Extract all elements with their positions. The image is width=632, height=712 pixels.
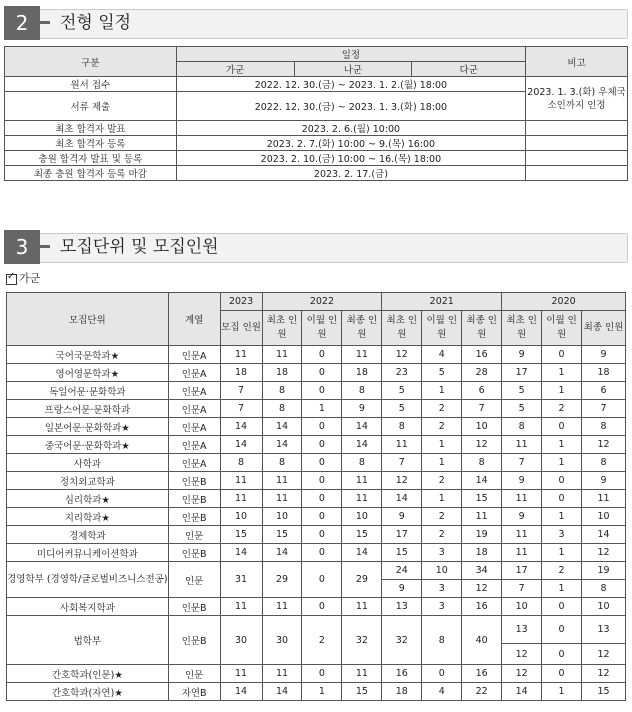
value-cell: 9 (342, 400, 382, 418)
unit-name: 간호학과(자연)★ (7, 683, 169, 701)
schedule-row (5, 121, 628, 136)
value-cell: 32 (382, 616, 422, 665)
value-cell: 1 (542, 364, 582, 382)
value-cell: 30 (262, 616, 302, 665)
value-cell: 5 (502, 400, 542, 418)
table-row (7, 616, 626, 644)
table-row (7, 400, 626, 418)
header-da: 다군 (412, 62, 526, 77)
header-year: 2021 (382, 293, 502, 311)
schedule-table (4, 46, 628, 181)
value-cell: 18 (262, 364, 302, 382)
value-cell: 13 (502, 616, 542, 644)
value-cell: 8 (382, 418, 422, 436)
value-cell: 0 (302, 382, 342, 400)
value-cell: 8 (262, 454, 302, 472)
section-title: 모집단위 및 모집인원 (60, 237, 219, 257)
value-cell: 11 (502, 526, 542, 544)
value-cell: 9 (582, 472, 626, 490)
value-cell: 34 (462, 562, 502, 580)
value-cell: 15 (462, 490, 502, 508)
value-cell: 3 (422, 544, 462, 562)
row-label: 원서 접수 (5, 77, 177, 92)
table-row (7, 454, 626, 472)
header-sub: 최초 인원 (382, 311, 422, 346)
group-label (6, 270, 40, 286)
value-cell: 1 (422, 436, 462, 454)
value-cell: 2 (422, 508, 462, 526)
row-note: 2023. 1. 3.(화) 우체국 소인까지 인정 (526, 77, 628, 121)
value-cell: 10 (462, 418, 502, 436)
value-cell: 11 (262, 598, 302, 616)
value-cell: 0 (302, 418, 342, 436)
header-ga: 가군 (176, 62, 294, 77)
value-cell: 9 (382, 580, 422, 598)
row-note (526, 121, 628, 136)
value-cell: 11 (502, 544, 542, 562)
value-cell: 11 (262, 346, 302, 364)
value-cell: 14 (262, 544, 302, 562)
table-row (7, 490, 626, 508)
value-cell: 12 (502, 644, 542, 665)
table-row (7, 382, 626, 400)
header-sub: 최종 인원 (462, 311, 502, 346)
value-cell: 1 (422, 490, 462, 508)
track: 자연B (168, 683, 220, 701)
section-number: 2 (4, 6, 40, 40)
value-cell: 14 (220, 436, 262, 454)
table-row (7, 544, 626, 562)
track: 인문B (168, 544, 220, 562)
section-connector (40, 245, 50, 248)
track: 인문B (168, 598, 220, 616)
unit-name: 사학과 (7, 454, 169, 472)
track: 인문B (168, 490, 220, 508)
value-cell: 18 (220, 364, 262, 382)
value-cell: 19 (462, 526, 502, 544)
value-cell: 12 (462, 580, 502, 598)
value-cell: 1 (422, 382, 462, 400)
value-cell: 8 (262, 382, 302, 400)
value-cell: 1 (542, 436, 582, 454)
header-row (7, 293, 626, 311)
value-cell: 12 (382, 472, 422, 490)
track: 인문B (168, 472, 220, 490)
value-cell: 14 (342, 544, 382, 562)
value-cell: 7 (220, 400, 262, 418)
value-cell: 0 (302, 364, 342, 382)
header-sub: 최초 인원 (502, 311, 542, 346)
value-cell: 13 (382, 598, 422, 616)
value-cell: 1 (302, 683, 342, 701)
value-cell: 1 (302, 400, 342, 418)
value-cell: 14 (262, 418, 302, 436)
header-schedule: 일정 (176, 47, 525, 62)
header-track: 계열 (168, 293, 220, 346)
value-cell: 11 (220, 598, 262, 616)
header-note: 비고 (526, 47, 628, 77)
unit-name: 중국어문·문화학과★ (7, 436, 169, 454)
value-cell: 14 (382, 490, 422, 508)
value-cell: 18 (582, 364, 626, 382)
unit-name: 미디어커뮤니케이션학과 (7, 544, 169, 562)
value-cell: 0 (542, 644, 582, 665)
value-cell: 1 (542, 580, 582, 598)
value-cell: 32 (342, 616, 382, 665)
row-value: 2023. 2. 6.(월) 10:00 (176, 121, 525, 136)
value-cell: 16 (382, 665, 422, 683)
value-cell: 2 (422, 526, 462, 544)
section-header-quota (4, 230, 628, 264)
value-cell: 10 (262, 508, 302, 526)
value-cell: 2 (422, 418, 462, 436)
header-sub: 이월 인원 (302, 311, 342, 346)
row-note (526, 151, 628, 166)
row-value: 2023. 2. 7.(화) 10:00 ~ 9.(목) 16:00 (176, 136, 525, 151)
table-row (7, 346, 626, 364)
row-value: 2023. 2. 10.(금) 10:00 ~ 16.(목) 18:00 (176, 151, 525, 166)
value-cell: 30 (220, 616, 262, 665)
value-cell: 11 (220, 490, 262, 508)
value-cell: 0 (542, 598, 582, 616)
value-cell: 16 (462, 346, 502, 364)
unit-name: 심리학과★ (7, 490, 169, 508)
value-cell: 10 (582, 508, 626, 526)
value-cell: 0 (302, 598, 342, 616)
table-row (7, 598, 626, 616)
value-cell: 0 (302, 665, 342, 683)
value-cell: 3 (422, 598, 462, 616)
value-cell: 13 (582, 616, 626, 644)
unit-name: 일본어문·문화학과★ (7, 418, 169, 436)
value-cell: 1 (542, 544, 582, 562)
value-cell: 11 (342, 490, 382, 508)
value-cell: 1 (542, 683, 582, 701)
unit-name: 영어영문학과★ (7, 364, 169, 382)
header-year: 2022 (262, 293, 382, 311)
unit-name: 국어국문학과★ (7, 346, 169, 364)
value-cell: 1 (542, 508, 582, 526)
value-cell: 11 (220, 472, 262, 490)
value-cell: 14 (220, 418, 262, 436)
value-cell: 15 (582, 683, 626, 701)
value-cell: 14 (342, 418, 382, 436)
track: 인문A (168, 418, 220, 436)
value-cell: 0 (302, 526, 342, 544)
value-cell: 6 (582, 382, 626, 400)
header-unit: 모집단위 (7, 293, 169, 346)
row-value: 2022. 12. 30.(금) ~ 2023. 1. 3.(화) 18:00 (176, 92, 525, 121)
unit-name: 정치외교학과 (7, 472, 169, 490)
track: 인문 (168, 665, 220, 683)
unit-name: 독일어문·문화학과 (7, 382, 169, 400)
quota-table (6, 292, 626, 701)
value-cell: 14 (262, 683, 302, 701)
value-cell: 0 (302, 490, 342, 508)
value-cell: 28 (462, 364, 502, 382)
value-cell: 17 (502, 562, 542, 580)
value-cell: 11 (502, 436, 542, 454)
value-cell: 2 (542, 400, 582, 418)
value-cell: 17 (502, 364, 542, 382)
value-cell: 14 (502, 683, 542, 701)
value-cell: 31 (220, 562, 262, 598)
value-cell: 10 (502, 598, 542, 616)
row-note (526, 166, 628, 181)
value-cell: 11 (342, 665, 382, 683)
value-cell: 12 (582, 544, 626, 562)
value-cell: 12 (502, 665, 542, 683)
value-cell: 0 (542, 346, 582, 364)
value-cell: 0 (302, 346, 342, 364)
value-cell: 5 (382, 400, 422, 418)
value-cell: 11 (382, 436, 422, 454)
value-cell: 11 (462, 508, 502, 526)
value-cell: 15 (342, 526, 382, 544)
value-cell: 8 (582, 418, 626, 436)
value-cell: 8 (582, 580, 626, 598)
row-value: 2023. 2. 17.(금) (176, 166, 525, 181)
value-cell: 12 (462, 436, 502, 454)
section-title: 전형 일정 (60, 13, 132, 33)
value-cell: 11 (262, 665, 302, 683)
row-label: 서류 제출 (5, 92, 177, 121)
section-header-schedule (4, 6, 628, 40)
schedule-row (5, 77, 628, 92)
value-cell: 11 (262, 490, 302, 508)
value-cell: 0 (302, 562, 342, 598)
value-cell: 3 (542, 526, 582, 544)
value-cell: 16 (462, 598, 502, 616)
value-cell: 29 (262, 562, 302, 598)
value-cell: 8 (262, 400, 302, 418)
value-cell: 15 (342, 683, 382, 701)
table-row (7, 526, 626, 544)
value-cell: 1 (542, 454, 582, 472)
value-cell: 23 (382, 364, 422, 382)
value-cell: 2 (422, 472, 462, 490)
value-cell: 7 (502, 580, 542, 598)
value-cell: 12 (382, 346, 422, 364)
schedule-row (5, 151, 628, 166)
value-cell: 4 (422, 683, 462, 701)
section-number: 3 (4, 230, 40, 264)
value-cell: 10 (220, 508, 262, 526)
value-cell: 14 (220, 544, 262, 562)
value-cell: 0 (542, 472, 582, 490)
row-label: 최초 합격자 발표 (5, 121, 177, 136)
value-cell: 7 (382, 454, 422, 472)
row-label: 최종 충원 합격자 등록 마감 (5, 166, 177, 181)
unit-name: 프랑스어문·문화학과 (7, 400, 169, 418)
table-row (7, 562, 626, 580)
row-value: 2022. 12. 30.(금) ~ 2023. 1. 2.(월) 18:00 (176, 77, 525, 92)
value-cell: 8 (342, 454, 382, 472)
value-cell: 9 (582, 346, 626, 364)
value-cell: 6 (462, 382, 502, 400)
value-cell: 10 (422, 562, 462, 580)
unit-name: 지리학과★ (7, 508, 169, 526)
track: 인문 (168, 562, 220, 598)
value-cell: 18 (382, 683, 422, 701)
value-cell: 15 (220, 526, 262, 544)
table-row (7, 472, 626, 490)
header-sub: 최종 인원 (342, 311, 382, 346)
value-cell: 12 (582, 644, 626, 665)
value-cell: 12 (582, 665, 626, 683)
value-cell: 40 (462, 616, 502, 665)
value-cell: 0 (542, 490, 582, 508)
value-cell: 18 (342, 364, 382, 382)
table-row (7, 508, 626, 526)
track: 인문A (168, 400, 220, 418)
value-cell: 2 (422, 400, 462, 418)
value-cell: 5 (502, 382, 542, 400)
value-cell: 11 (220, 665, 262, 683)
value-cell: 14 (462, 472, 502, 490)
header-sub: 최초 인원 (262, 311, 302, 346)
value-cell: 14 (220, 683, 262, 701)
header-na: 나군 (294, 62, 412, 77)
table-row (7, 364, 626, 382)
value-cell: 7 (502, 454, 542, 472)
value-cell: 8 (342, 382, 382, 400)
schedule-row (5, 166, 628, 181)
table-row (7, 436, 626, 454)
unit-name: 간호학과(인문)★ (7, 665, 169, 683)
value-cell: 8 (582, 454, 626, 472)
value-cell: 22 (462, 683, 502, 701)
value-cell: 0 (302, 472, 342, 490)
header-sub: 최종 인원 (582, 311, 626, 346)
value-cell: 9 (382, 508, 422, 526)
value-cell: 12 (582, 436, 626, 454)
value-cell: 4 (422, 346, 462, 364)
value-cell: 14 (342, 436, 382, 454)
track: 인문A (168, 436, 220, 454)
header-sub: 이월 인원 (422, 311, 462, 346)
header-category: 구분 (5, 47, 177, 77)
value-cell: 11 (582, 490, 626, 508)
header-year: 2023 (220, 293, 262, 311)
value-cell: 14 (262, 436, 302, 454)
unit-name: 경제학과 (7, 526, 169, 544)
value-cell: 19 (582, 562, 626, 580)
value-cell: 17 (382, 526, 422, 544)
value-cell: 24 (382, 562, 422, 580)
value-cell: 0 (542, 665, 582, 683)
value-cell: 15 (262, 526, 302, 544)
value-cell: 16 (462, 665, 502, 683)
value-cell: 0 (302, 436, 342, 454)
value-cell: 18 (462, 544, 502, 562)
header-sub: 이월 인원 (542, 311, 582, 346)
value-cell: 0 (422, 665, 462, 683)
value-cell: 5 (422, 364, 462, 382)
checkbox-icon (6, 274, 17, 285)
header-year: 2020 (502, 293, 626, 311)
value-cell: 14 (582, 526, 626, 544)
value-cell: 8 (462, 454, 502, 472)
value-cell: 0 (302, 544, 342, 562)
value-cell: 7 (462, 400, 502, 418)
track: 인문A (168, 382, 220, 400)
value-cell: 11 (502, 490, 542, 508)
value-cell: 11 (342, 472, 382, 490)
value-cell: 15 (382, 544, 422, 562)
schedule-row (5, 136, 628, 151)
value-cell: 1 (422, 454, 462, 472)
track: 인문 (168, 526, 220, 544)
value-cell: 10 (582, 598, 626, 616)
value-cell: 9 (502, 472, 542, 490)
row-label: 최초 합격자 등록 (5, 136, 177, 151)
value-cell: 11 (220, 346, 262, 364)
value-cell: 8 (502, 418, 542, 436)
value-cell: 11 (342, 346, 382, 364)
value-cell: 2 (302, 616, 342, 665)
unit-name: 사회복지학과 (7, 598, 169, 616)
value-cell: 11 (342, 598, 382, 616)
value-cell: 8 (422, 616, 462, 665)
unit-name: 경영학부 (경영학/글로벌비즈니스전공) (7, 562, 169, 598)
track: 인문A (168, 346, 220, 364)
group-label-text: 가군 (19, 272, 41, 285)
value-cell: 2 (542, 562, 582, 580)
value-cell: 9 (502, 346, 542, 364)
track: 인문B (168, 616, 220, 665)
table-row (7, 665, 626, 683)
value-cell: 9 (502, 508, 542, 526)
value-cell: 3 (422, 580, 462, 598)
value-cell: 7 (582, 400, 626, 418)
value-cell: 11 (262, 472, 302, 490)
track: 인문B (168, 508, 220, 526)
row-label: 충원 합격자 발표 및 등록 (5, 151, 177, 166)
value-cell: 0 (542, 418, 582, 436)
value-cell: 0 (302, 508, 342, 526)
value-cell: 1 (542, 382, 582, 400)
header-sub: 모집 인원 (220, 311, 262, 346)
value-cell: 0 (302, 454, 342, 472)
row-note (526, 136, 628, 151)
unit-name: 법학부 (7, 616, 169, 665)
table-row (7, 683, 626, 701)
value-cell: 5 (382, 382, 422, 400)
value-cell: 10 (342, 508, 382, 526)
value-cell: 0 (542, 616, 582, 644)
value-cell: 29 (342, 562, 382, 598)
value-cell: 8 (220, 454, 262, 472)
section-connector (40, 21, 50, 24)
track: 인문A (168, 364, 220, 382)
table-row (7, 418, 626, 436)
value-cell: 7 (220, 382, 262, 400)
track: 인문A (168, 454, 220, 472)
